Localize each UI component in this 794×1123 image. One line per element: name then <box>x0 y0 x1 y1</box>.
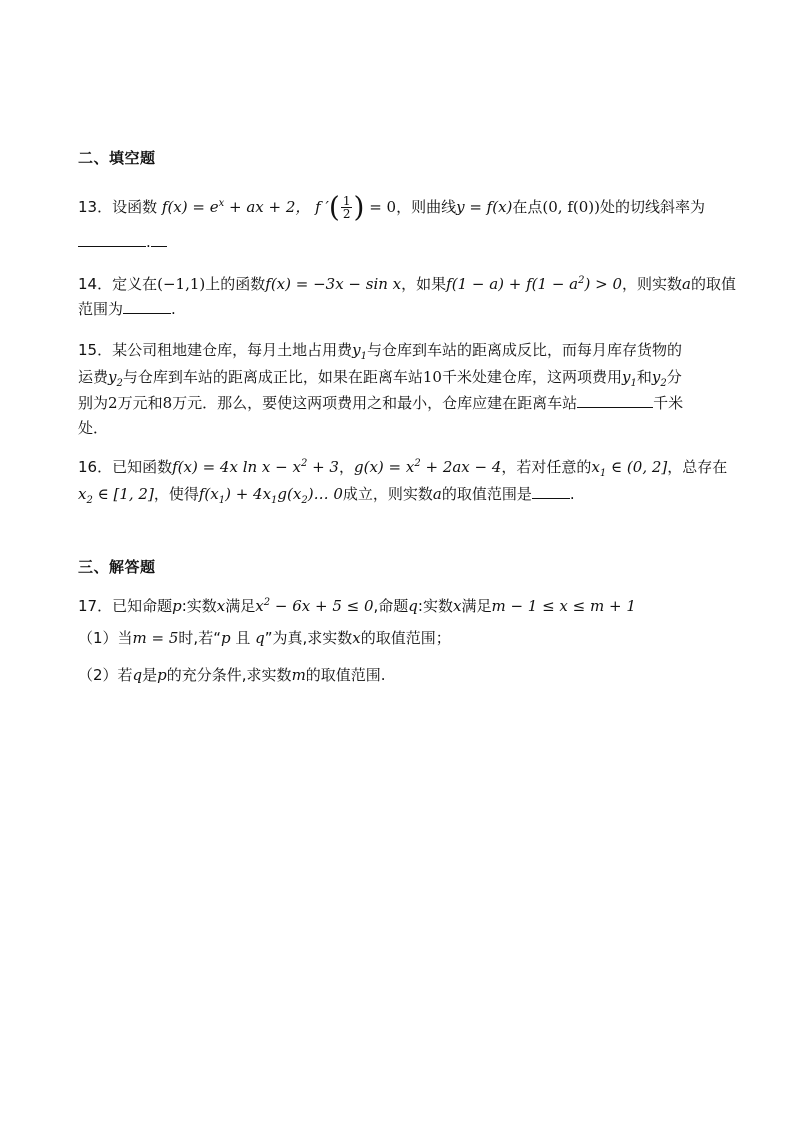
answer-blank-15[interactable] <box>577 393 653 408</box>
answer-blank-16[interactable] <box>532 484 570 499</box>
section-2-title: 二、填空题 <box>78 149 156 167</box>
question-14-line2: 范围为 . <box>78 300 176 318</box>
fraction-half: $\frac{1}{2}$ <box>342 194 351 221</box>
question-17-number: 17． <box>78 597 113 615</box>
answer-blank-14[interactable] <box>123 299 171 314</box>
question-17-line1: 17．已知命题p:实数x满足$x^2 - 6x + 5 \le 0$,命题q:实数x满足m − 1 ≤ x ≤ m + 1 <box>78 597 636 615</box>
question-13-line1: 13．设函数 $f(x) = e^x$ + ax + 2， f ′( $\frac{1}{2}$ ) = 0，则曲线y = f(x)在点(0, f(0))处的切线斜率为 <box>78 190 706 224</box>
question-15-line1: 15．某公司租地建仓库，每月土地占用费$y_1$与仓库到车站的距离成反比，而每月库存货物的 <box>78 341 682 362</box>
question-14-number: 14． <box>78 275 113 293</box>
question-15-line4: 处． <box>78 419 109 437</box>
question-15-number: 15． <box>78 341 113 359</box>
function-f: $f(x) = e^x$ + ax + 2， <box>161 198 311 216</box>
question-16-line1: 16．已知函数f(x) = 4x $\ln x - x^2 + 3$，$g(x) = x^2 + 2ax - 4$，若对任意的$x_1$ ∈ (0, 2]，总存在 <box>78 458 728 479</box>
question-17-part1: （1）当m = 5时,若“p 且 q”为真,求实数x的取值范围； <box>78 629 451 647</box>
question-15-line3: 别为2万元和8万元．那么，要使这两项费用之和最小，仓库应建在距离车站 千米 <box>78 394 684 412</box>
section-3-title: 三、解答题 <box>78 558 156 576</box>
question-16-line2: $x_2$ ∈ [1, 2]，使得$f(x_1)$ + $4x_1g(x_2)\dots$ 0成立，则实数a的取值范围是 . <box>78 485 575 506</box>
question-17-part2: （2）若q是p的充分条件,求实数m的取值范围. <box>78 666 386 684</box>
question-16-number: 16． <box>78 458 113 476</box>
answer-blank-13[interactable] <box>78 232 146 247</box>
question-13-number: 13． <box>78 198 113 216</box>
question-14-line1: 14．定义在(−1,1)上的函数f(x) = −3x − sin x，如果$f(1 - a) + f(1 - a^2) > 0$，则实数a的取值 <box>78 275 736 293</box>
question-15-line2: 运费$y_2$与仓库到车站的距离成正比，如果在距离车站10千米处建仓库，这两项费用$y_1$和$y_2$分 <box>78 368 682 389</box>
question-13-line2: . <box>78 232 167 252</box>
